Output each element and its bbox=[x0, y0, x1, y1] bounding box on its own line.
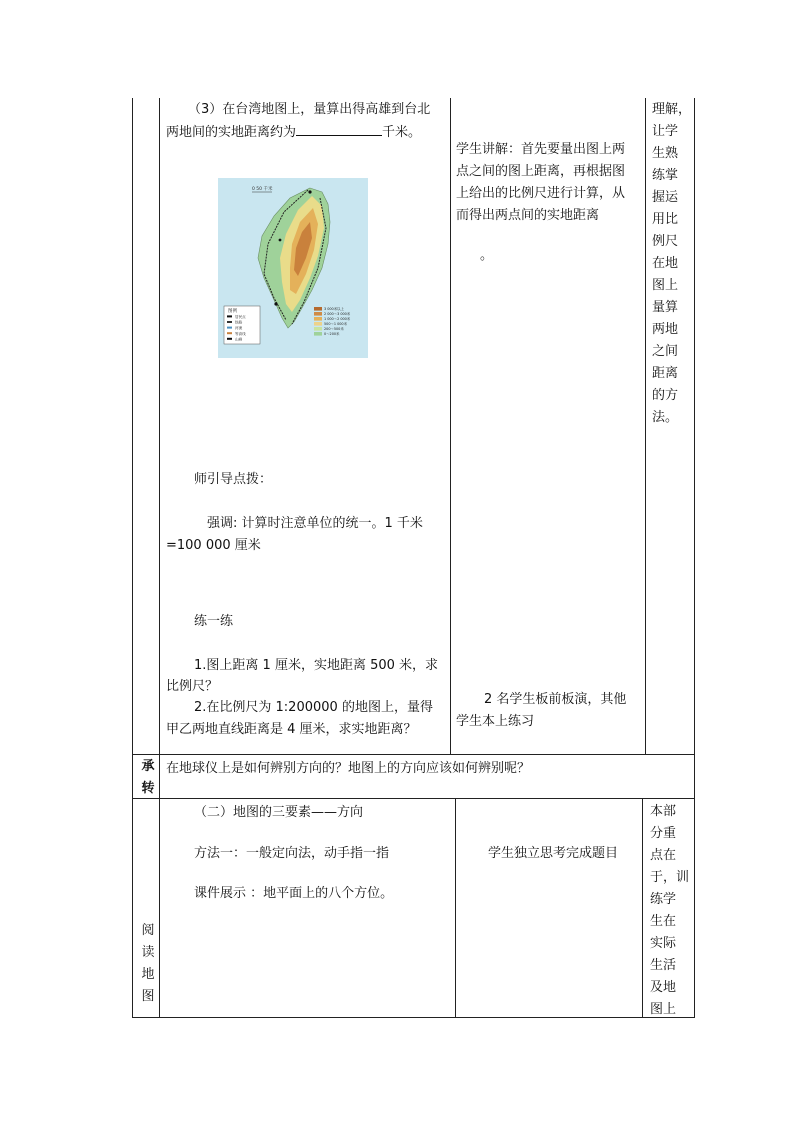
student-explain-line2: 点之间的图上距离，再根据图 bbox=[456, 164, 626, 179]
map-elevation-swatch bbox=[314, 327, 322, 331]
section-label-read-map bbox=[138, 920, 158, 1008]
courseware-display: 课件展示 ：地平面上的八个方位。 bbox=[194, 886, 394, 901]
transition-question: 在地球仪上是如何辨别方向的？地图上的方向应该如何辨别呢？ bbox=[166, 761, 531, 776]
col-divider-right-row3 bbox=[642, 798, 643, 1018]
taiwan-topographic-map bbox=[218, 178, 368, 358]
design-intent-line: 于，训 bbox=[650, 870, 690, 885]
design-intent-line: 让学 bbox=[652, 124, 679, 139]
student-explain-line1: 学生讲解：首先要量出图上两 bbox=[456, 142, 626, 157]
map-legend-swatch bbox=[227, 327, 232, 329]
col-divider-left-row3 bbox=[455, 798, 456, 1018]
question-3-suffix: 千米。 bbox=[382, 125, 422, 140]
map-elevation-swatch bbox=[314, 317, 322, 321]
map-legend-swatch bbox=[227, 315, 232, 317]
design-intent-row3 bbox=[650, 801, 692, 1021]
design-intent-line: 练掌 bbox=[652, 168, 679, 183]
map-scale-label: 0 50 千米 bbox=[252, 187, 273, 192]
map-elevation-label: 0～200米 bbox=[324, 332, 340, 336]
transition-label bbox=[138, 756, 158, 800]
map-city-kaohsiung bbox=[274, 302, 277, 305]
question-3-line2 bbox=[166, 121, 421, 144]
design-intent-line: 生活 bbox=[650, 958, 677, 973]
design-intent-line: 用比 bbox=[652, 212, 679, 227]
map-elevation-swatch bbox=[314, 312, 322, 316]
emphasis-line1: 强调: 计算时注意单位的统一。1 千米 bbox=[207, 516, 423, 531]
board-practice-line2: 学生本上练习 bbox=[456, 714, 535, 729]
direction-section-title: （二）地图的三要素——方向 bbox=[194, 805, 364, 820]
design-intent-line: 法。 bbox=[652, 410, 679, 425]
section-label-char-4: 图 bbox=[141, 989, 155, 1004]
map-city-taipei bbox=[308, 190, 311, 193]
design-intent-line: 点在 bbox=[650, 848, 677, 863]
map-elevation-label: 2 000～3 000米 bbox=[324, 312, 351, 316]
section-label-char-2: 读 bbox=[141, 945, 155, 960]
emphasis-line2: =100 000 厘米 bbox=[166, 538, 261, 553]
table-left-border bbox=[132, 98, 133, 1018]
design-intent-line: 生熟 bbox=[652, 146, 679, 161]
student-explain-line3: 上给出的比例尺进行计算，从 bbox=[456, 186, 626, 201]
question-3-prefix: 两地间的实地距离约为 bbox=[166, 125, 297, 140]
practice-2-line1: 2.在比例尺为 1:200000 的地图上，量得 bbox=[194, 700, 433, 715]
method-1: 方法一：一般定向法，动手指一指 bbox=[194, 846, 390, 861]
row-divider-2 bbox=[132, 798, 695, 799]
practice-title: 练一练 bbox=[194, 614, 234, 629]
design-intent-line: 理解， bbox=[652, 102, 692, 117]
map-elevation-swatch bbox=[314, 322, 322, 326]
map-city-taichung bbox=[279, 239, 282, 242]
student-explain-line4: 而得出两点间的实地距离 bbox=[456, 208, 600, 223]
design-intent-line: 分重 bbox=[650, 826, 677, 841]
map-legend-swatch bbox=[227, 338, 232, 340]
design-intent-row1 bbox=[652, 99, 692, 429]
transition-label-char-2: 转 bbox=[141, 781, 155, 796]
practice-1-line2: 比例尺？ bbox=[166, 679, 219, 694]
map-elevation-label: 500～1 000米 bbox=[324, 322, 347, 326]
label-column-divider bbox=[159, 98, 160, 1018]
map-legend-swatch bbox=[227, 321, 232, 323]
section-label-char-1: 阅 bbox=[141, 923, 155, 938]
practice-2-line2: 甲乙两地直线距离是 4 厘米，求实地距离？ bbox=[166, 722, 417, 737]
design-intent-line: 生在 bbox=[650, 914, 677, 929]
teacher-guide-label: 师引导点拨： bbox=[194, 472, 273, 487]
map-elevation-label: 3 000米以上 bbox=[324, 307, 344, 311]
design-intent-line: 距离 bbox=[652, 366, 679, 381]
map-legend-title: 图例 bbox=[228, 309, 237, 314]
design-intent-line: 之间 bbox=[652, 344, 679, 359]
col-divider-left-row1 bbox=[450, 98, 451, 754]
map-legend-item: 等高线 bbox=[235, 331, 246, 336]
board-practice-line1: 2 名学生板前板演，其他 bbox=[484, 692, 627, 707]
design-intent-line: 实际 bbox=[650, 936, 677, 951]
design-intent-line: 图上 bbox=[650, 1002, 677, 1017]
map-elevation-label: 1 000～2 000米 bbox=[324, 317, 351, 321]
period-mark: 。 bbox=[480, 248, 494, 263]
question-3-line1: （3）在台湾地图上，量算出得高雄到台北 bbox=[188, 102, 431, 117]
map-legend-item: 山峰 bbox=[235, 337, 243, 342]
design-intent-line: 量算 bbox=[652, 300, 679, 315]
map-legend-swatch bbox=[227, 332, 232, 334]
map-elevation-swatch bbox=[314, 332, 322, 336]
transition-label-char-1: 承 bbox=[141, 759, 155, 774]
table-right-border bbox=[694, 98, 695, 1018]
design-intent-line: 例尺 bbox=[652, 234, 679, 249]
design-intent-line: 及地 bbox=[650, 980, 677, 995]
map-elevation-swatch bbox=[314, 307, 322, 311]
design-intent-line: 本部 bbox=[650, 804, 677, 819]
answer-blank[interactable] bbox=[296, 121, 382, 136]
col-divider-right-row1 bbox=[645, 98, 646, 754]
map-legend-item: 居民点 bbox=[235, 315, 246, 319]
design-intent-line: 在地 bbox=[652, 256, 679, 271]
student-task: 学生独立思考完成题目 bbox=[488, 846, 619, 861]
design-intent-line: 练学 bbox=[650, 892, 677, 907]
section-label-char-3: 地 bbox=[141, 967, 155, 982]
design-intent-line: 两地 bbox=[652, 322, 679, 337]
map-elevation-label: 200～500米 bbox=[324, 327, 344, 331]
practice-1-line1: 1.图上距离 1 厘米，实地距离 500 米，求 bbox=[194, 658, 439, 673]
map-legend-item: 铁路 bbox=[235, 320, 243, 325]
design-intent-line: 的方 bbox=[652, 388, 679, 403]
design-intent-line: 握运 bbox=[652, 190, 679, 205]
row-divider-1 bbox=[132, 754, 695, 755]
map-legend-item: 河流 bbox=[235, 326, 243, 331]
table-bottom-border bbox=[132, 1017, 695, 1018]
design-intent-line: 图上 bbox=[652, 278, 679, 293]
